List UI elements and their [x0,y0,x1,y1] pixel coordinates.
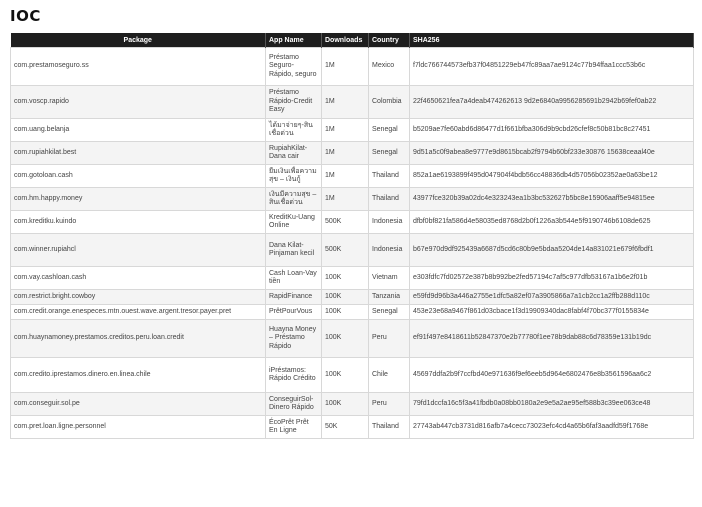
sha256-cell: e303fdfc7fd02572e387b8b992be2fed57194c7af5c977dfb53167a1b6e2f01b [410,267,694,290]
sha256-cell: f7ldc766744573efb37f04851229eb47fc89aa7ae9124c77b94ffaa1ccc53b6c [410,48,694,86]
column-header-downloads: Downloads [322,33,369,48]
downloads-cell: 1M [322,165,369,188]
sha256-cell: 9d51a5c0f9abea8e9777e9d8615bcab2f9794b60bf233e30876 15638ceaal40e [410,142,694,165]
column-header-app-name: App Name [266,33,322,48]
sha256-cell: b5209ae7fe60abd6d86477d1f661bfba306d9b9cbd26cfef8c50b81bc8c27451 [410,119,694,142]
table-row [11,188,694,211]
downloads-cell: 1M [322,142,369,165]
country-cell: Peru [369,393,410,416]
table-row [11,416,694,439]
downloads-cell: 100K [322,290,369,305]
package-cell: com.gotoloan.cash [11,165,266,188]
downloads-cell: 500K [322,234,369,267]
package-cell: com.restrict.bright.cowboy [11,290,266,305]
table-row [11,211,694,234]
header-row [11,33,694,48]
package-cell: com.kreditku.kuindo [11,211,266,234]
app-name-cell: Préstamo Seguro-Rápido, seguro [266,48,322,86]
downloads-cell: 1M [322,188,369,211]
column-header-sha256: SHA256 [410,33,694,48]
sha256-cell: 43977fce320b39a02dc4e323243ea1b3bc532627b5bc8e15906aaff5e94815ee [410,188,694,211]
app-name-cell: เงินมีความสุข – สินเชื่อด่วน [266,188,322,211]
app-name-cell: Huayna Money – Préstamo Rápido [266,320,322,358]
sha256-cell: dfbf0bf821fa586d4e58035ed8768d2b0f1226a3b544e5f9190746b6108de625 [410,211,694,234]
country-cell: Indonesia [369,211,410,234]
package-cell: com.prestamoseguro.ss [11,48,266,86]
sha256-cell: 45697ddfa2b9f7ccfbd40e971636f9ef6eeb5d964e6802476e8b3561596aa6c2 [410,358,694,393]
sha256-cell: b67e970d9df925439a6687d5cd6c80b9e5bdaa5204de14a831021e679f6fbdf1 [410,234,694,267]
country-cell: Colombia [369,86,410,119]
app-name-cell: KreditKu-Uang Online [266,211,322,234]
app-name-cell: Préstamo Rápido-Credit Easy [266,86,322,119]
table-header [11,33,694,48]
package-cell: com.vay.cashloan.cash [11,267,266,290]
country-cell: Thailand [369,188,410,211]
country-cell: Mexico [369,48,410,86]
downloads-cell: 50K [322,416,369,439]
table-row [11,165,694,188]
sha256-cell: e59fd9d96b3a446a2755e1dfc5a82ef07a3905866a7a1cb2cc1a2ffb288d110c [410,290,694,305]
country-cell: Tanzania [369,290,410,305]
package-cell: com.huaynamoney.prestamos.creditos.peru.loan.credit [11,320,266,358]
table-row [11,290,694,305]
package-cell: com.voscp.rapido [11,86,266,119]
app-name-cell: ได้มาจ่ายๆ-สินเชื่อด่วน [266,119,322,142]
country-cell: Senegal [369,119,410,142]
package-cell: com.uang.belanja [11,119,266,142]
sha256-cell: 27743ab447cb3731d816afb7a4cecc73023efc4cd4a65b6faf3aadfd59f1768e [410,416,694,439]
country-cell: Senegal [369,305,410,320]
downloads-cell: 100K [322,393,369,416]
sha256-cell: ef91f497e8418611b52847370e2b77780f1ee78b9dab88c6d78359e131b19dc [410,320,694,358]
table-row [11,142,694,165]
country-cell: Chile [369,358,410,393]
app-name-cell: RapidFinance [266,290,322,305]
country-cell: Senegal [369,142,410,165]
sha256-cell: 22f4650621fea7a4deab474262613 9d2e6840a9956285691b2942b69fef0ab22 [410,86,694,119]
table-row [11,86,694,119]
table-row [11,48,694,86]
package-cell: com.pret.loan.ligne.personnel [11,416,266,439]
table-row [11,119,694,142]
app-name-cell: RupiahKilat-Dana cair [266,142,322,165]
app-name-cell: PrêtPourVous [266,305,322,320]
package-cell: com.winner.rupiahcl [11,234,266,267]
downloads-cell: 500K [322,211,369,234]
package-cell: com.conseguir.sol.pe [11,393,266,416]
country-cell: Thailand [369,165,410,188]
package-cell: com.credito.iprestamos.dinero.en.linea.chile [11,358,266,393]
app-name-cell: Cash Loan-Vay tiền [266,267,322,290]
table-row [11,234,694,267]
page-title: IOC [10,7,41,25]
ioc-table [10,33,694,439]
downloads-cell: 100K [322,320,369,358]
package-cell: com.rupiahkilat.best [11,142,266,165]
table-row [11,305,694,320]
country-cell: Peru [369,320,410,358]
downloads-cell: 100K [322,305,369,320]
country-cell: Thailand [369,416,410,439]
app-name-cell: iPréstamos: Rápido Crédito [266,358,322,393]
column-header-country: Country [369,33,410,48]
app-name-cell: ConseguirSol-Dinero Rápido [266,393,322,416]
downloads-cell: 1M [322,86,369,119]
table-row [11,320,694,358]
sha256-cell: 453e23e68a9467f861d03cbace1f3d19909340dac8fabf4f70bc377f0155834e [410,305,694,320]
table-row [11,267,694,290]
sha256-cell: 79fd1dccfa16c5f3a41fbdb0a08bb0180a2e9e5a2ae95ef588b3c39ee063ce48 [410,393,694,416]
downloads-cell: 1M [322,119,369,142]
downloads-cell: 1M [322,48,369,86]
table-row [11,393,694,416]
column-header-package: Package [11,33,266,48]
app-name-cell: Dana Kilat-Pinjaman kecil [266,234,322,267]
table-body [11,48,694,439]
country-cell: Indonesia [369,234,410,267]
app-name-cell: ÉcoPrêt Prêt En Ligne [266,416,322,439]
country-cell: Vietnam [369,267,410,290]
sha256-cell: 852a1ae6193899f495d047904f4bdb56cc48836db4d57056b02352ae0a63be12 [410,165,694,188]
downloads-cell: 100K [322,358,369,393]
package-cell: com.credit.orange.enespeces.mtn.ouest.wave.argent.tresor.payer.pret [11,305,266,320]
downloads-cell: 100K [322,267,369,290]
package-cell: com.hm.happy.money [11,188,266,211]
table-row [11,358,694,393]
app-name-cell: ยืมเงินเพื่อความสุข – เงินกู้ [266,165,322,188]
